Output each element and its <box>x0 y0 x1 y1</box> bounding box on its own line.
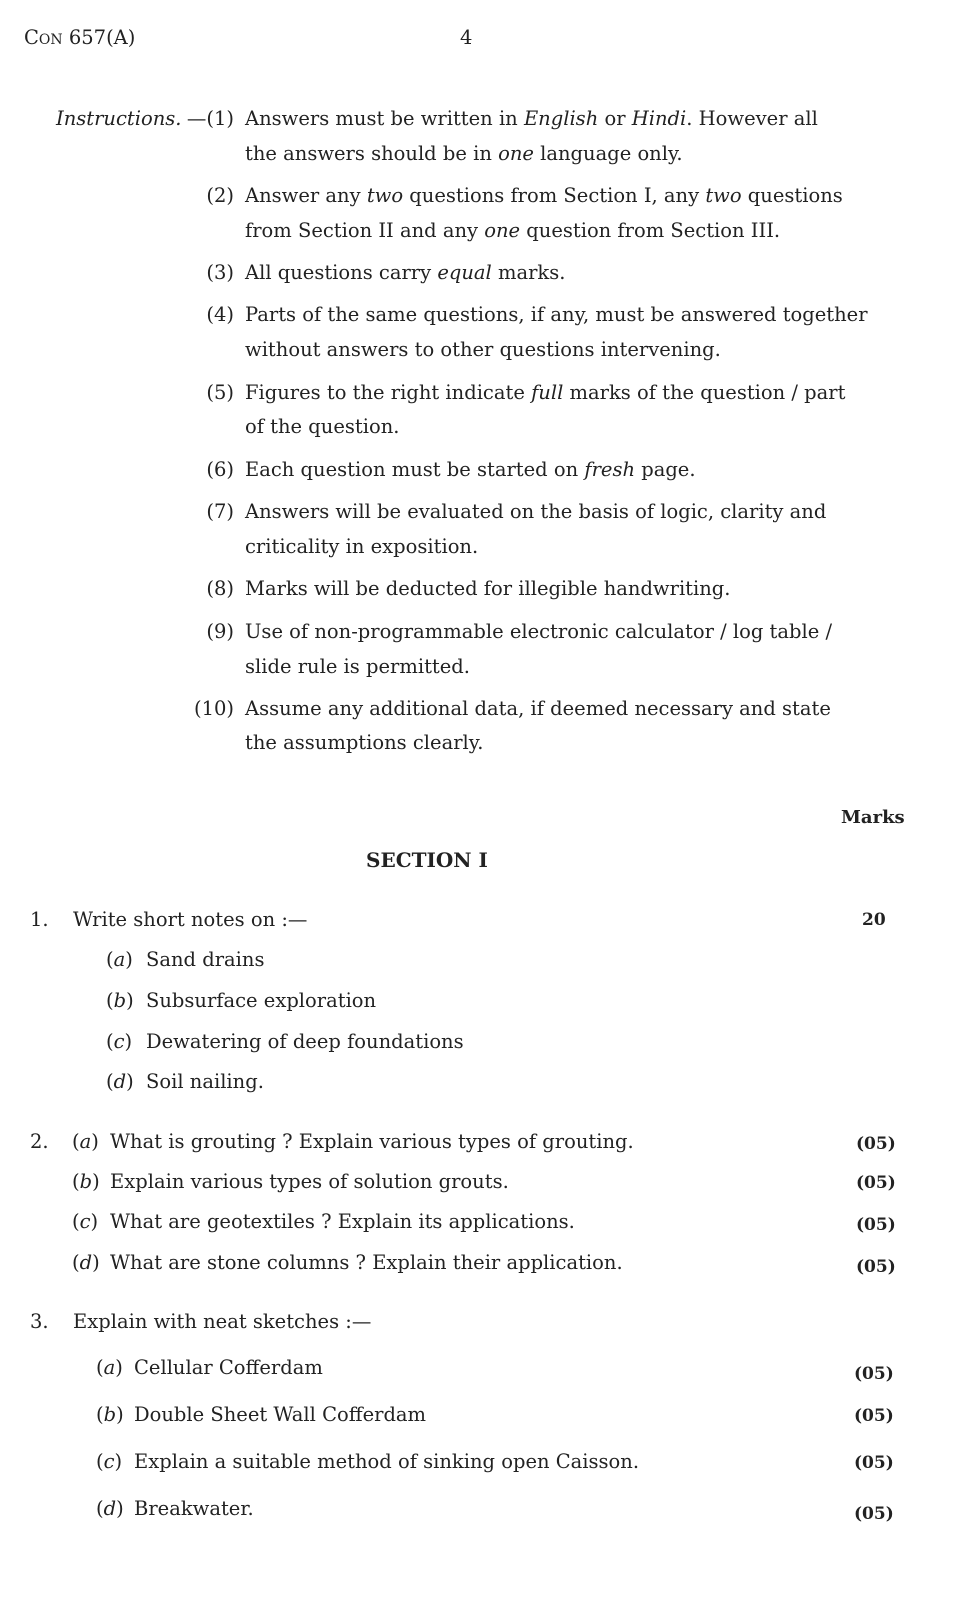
part-label: (a) <box>96 1356 123 1379</box>
part-text: Explain a suitable method of sinking open Caisson. <box>134 1450 640 1473</box>
part-text: What are stone columns ? Explain their application. <box>110 1251 623 1274</box>
instruction-line <box>245 261 565 285</box>
instruction-text: English <box>523 107 599 130</box>
instruction-text: or <box>598 107 632 130</box>
instruction-line <box>245 184 843 208</box>
instruction-text: full <box>531 381 564 404</box>
instruction-text: two <box>366 184 404 207</box>
part-label: (d) <box>72 1251 100 1274</box>
part-letter: d <box>113 1070 127 1093</box>
part-marks: (05) <box>854 1504 894 1524</box>
part-text: Double Sheet Wall Cofferdam <box>134 1403 427 1426</box>
part-text: Subsurface exploration <box>146 989 377 1012</box>
instruction-number: (10) <box>193 697 234 720</box>
instruction-text: the assumptions clearly. <box>245 731 484 754</box>
page-number: 4 <box>460 26 473 49</box>
instruction-line <box>245 458 696 482</box>
question-text: Explain with neat sketches :— <box>73 1310 372 1333</box>
instruction-line <box>245 381 845 405</box>
part-text: Dewatering of deep foundations <box>146 1030 464 1053</box>
instruction-text: marks. <box>491 261 566 284</box>
part-text: Soil nailing. <box>146 1070 264 1093</box>
part-label: (d) <box>106 1070 134 1093</box>
instruction-text: marks of the question / part <box>563 381 846 404</box>
instruction-number: (4) <box>206 303 234 326</box>
question-number: 1. <box>30 908 49 931</box>
instructions-lead: Instructions. <box>56 107 182 130</box>
part-label: (b) <box>72 1170 100 1193</box>
part-label: (b) <box>96 1403 124 1426</box>
instruction-number: (8) <box>206 577 234 600</box>
section-title: SECTION I <box>366 848 488 872</box>
part-marks: (05) <box>854 1406 894 1426</box>
instruction-line <box>245 219 780 243</box>
question-marks: 20 <box>862 910 886 930</box>
part-letter: a <box>113 948 126 971</box>
instruction-line <box>245 731 483 755</box>
part-text: Cellular Cofferdam <box>134 1356 323 1379</box>
part-letter: c <box>103 1450 115 1473</box>
instruction-text: questions <box>741 184 843 207</box>
part-letter: a <box>79 1130 92 1153</box>
instruction-text: question from Section III. <box>520 219 781 242</box>
instruction-number: (3) <box>206 261 234 284</box>
instruction-text: slide rule is permitted. <box>245 655 470 678</box>
part-letter: c <box>79 1210 91 1233</box>
part-marks: (05) <box>856 1215 896 1235</box>
instruction-line <box>245 500 826 524</box>
question-text: Write short notes on :— <box>73 908 308 931</box>
instruction-line <box>245 303 868 327</box>
part-letter: b <box>103 1403 117 1426</box>
part-label: (a) <box>106 948 133 971</box>
part-marks: (05) <box>854 1453 894 1473</box>
instruction-text: questions from Section I, any <box>403 184 706 207</box>
instruction-text: fresh <box>584 458 636 481</box>
instruction-text: language only. <box>533 142 683 165</box>
part-letter: b <box>113 989 127 1012</box>
instruction-text: Marks will be deducted for illegible handwriting. <box>245 577 731 600</box>
instruction-text: one <box>498 142 534 165</box>
instruction-text: Answer any <box>245 184 367 207</box>
part-text: What are geotextiles ? Explain its applications. <box>110 1210 575 1233</box>
instruction-text: criticality in exposition. <box>245 535 479 558</box>
part-letter: c <box>113 1030 125 1053</box>
instruction-text: Hindi <box>631 107 687 130</box>
part-letter: d <box>79 1251 93 1274</box>
part-label: (b) <box>106 989 134 1012</box>
question-number: 3. <box>30 1310 49 1333</box>
instruction-line <box>245 107 818 131</box>
question-number: 2. <box>30 1130 49 1153</box>
part-label: (c) <box>106 1030 133 1053</box>
paper-code: Con 657(A) <box>24 26 136 49</box>
instruction-line <box>245 620 832 644</box>
instruction-number: —(1) <box>186 107 234 130</box>
instruction-text: Each question must be started on <box>245 458 585 481</box>
part-label: (c) <box>72 1210 99 1233</box>
part-label: (a) <box>72 1130 99 1153</box>
part-letter: b <box>79 1170 93 1193</box>
instruction-text: Use of non-programmable electronic calculator / log table / <box>245 620 833 643</box>
instruction-text: from Section II and any <box>245 219 485 242</box>
marks-heading: Marks <box>841 807 905 828</box>
instruction-number: (5) <box>206 381 234 404</box>
part-marks: (05) <box>856 1173 896 1193</box>
instruction-number: (7) <box>206 500 234 523</box>
part-label: (d) <box>96 1497 124 1520</box>
instruction-text: two <box>705 184 742 207</box>
instruction-text: Figures to the right indicate <box>245 381 532 404</box>
instruction-text: Parts of the same questions, if any, must be answered together <box>245 303 868 326</box>
part-marks: (05) <box>856 1257 896 1277</box>
part-letter: a <box>103 1356 116 1379</box>
part-text: Breakwater. <box>134 1497 254 1520</box>
part-text: Sand drains <box>146 948 265 971</box>
instruction-number: (2) <box>206 184 234 207</box>
instruction-text: Answers must be written in <box>245 107 524 130</box>
instruction-number: (6) <box>206 458 234 481</box>
instruction-text: the answers should be in <box>245 142 499 165</box>
instruction-line <box>245 142 683 166</box>
instruction-line <box>245 415 399 439</box>
instruction-text: equal <box>437 261 492 284</box>
instruction-text: Assume any additional data, if deemed necessary and state <box>245 697 831 720</box>
part-marks: (05) <box>856 1134 896 1154</box>
part-marks: (05) <box>854 1364 894 1384</box>
instruction-text: Answers will be evaluated on the basis of logic, clarity and <box>245 500 827 523</box>
instruction-number: (9) <box>206 620 234 643</box>
part-letter: d <box>103 1497 117 1520</box>
instruction-line <box>245 655 470 679</box>
instruction-text: . However all <box>686 107 818 130</box>
part-label: (c) <box>96 1450 123 1473</box>
instruction-line <box>245 338 721 362</box>
instruction-text: page. <box>635 458 696 481</box>
instruction-text: one <box>484 219 521 242</box>
part-text: What is grouting ? Explain various types of grouting. <box>110 1130 634 1153</box>
instruction-text: without answers to other questions intervening. <box>245 338 721 361</box>
instruction-line <box>245 697 831 721</box>
instruction-text: of the question. <box>245 415 400 438</box>
instruction-line <box>245 577 731 601</box>
instruction-line <box>245 535 478 559</box>
instruction-text: All questions carry <box>245 261 438 284</box>
part-text: Explain various types of solution grouts. <box>110 1170 509 1193</box>
